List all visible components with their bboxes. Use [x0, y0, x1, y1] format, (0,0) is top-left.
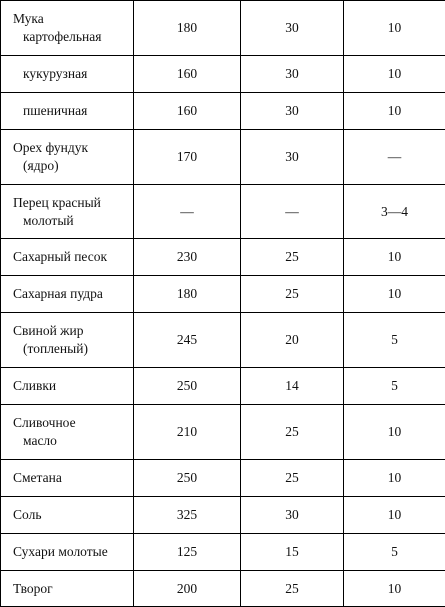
- product-name: кукурузная: [13, 65, 133, 83]
- product-name-cell: [1, 93, 134, 130]
- value-cell-1: 245: [134, 313, 241, 368]
- table-row: [1, 239, 445, 276]
- value-cell-2: 30: [241, 497, 344, 534]
- table-row: [1, 56, 445, 93]
- product-name: Свиной жир: [13, 322, 133, 340]
- value-cell-2: 25: [241, 239, 344, 276]
- product-name-cell: [1, 405, 134, 460]
- table-row: [1, 460, 445, 497]
- product-name-cell: [1, 1, 134, 56]
- table-row: [1, 1, 445, 56]
- product-name-cell: [1, 130, 134, 185]
- value-cell-3: 10: [344, 460, 445, 497]
- value-cell-3: 10: [344, 239, 445, 276]
- value-cell-1: 200: [134, 571, 241, 607]
- value-cell-1: 125: [134, 534, 241, 571]
- product-name-cell: [1, 534, 134, 571]
- value-cell-2: 20: [241, 313, 344, 368]
- product-name-continued: картофельная: [13, 28, 133, 46]
- value-cell-3: 10: [344, 93, 445, 130]
- value-cell-2: 25: [241, 460, 344, 497]
- product-name-cell: [1, 571, 134, 607]
- table-row: [1, 276, 445, 313]
- value-cell-1: 210: [134, 405, 241, 460]
- value-cell-1: 160: [134, 56, 241, 93]
- value-cell-3: 5: [344, 313, 445, 368]
- value-cell-2: 30: [241, 1, 344, 56]
- product-name: Мука: [13, 10, 133, 28]
- table-row: [1, 313, 445, 368]
- product-name-cell: [1, 368, 134, 405]
- product-name-cell: [1, 460, 134, 497]
- product-name: Творог: [13, 580, 133, 598]
- value-cell-2: 30: [241, 93, 344, 130]
- value-cell-1: 250: [134, 460, 241, 497]
- product-name-continued: молотый: [13, 212, 133, 230]
- product-name-continued: (топленый): [13, 340, 133, 358]
- value-cell-1: 180: [134, 1, 241, 56]
- value-cell-3: 10: [344, 276, 445, 313]
- value-cell-2: —: [241, 185, 344, 239]
- value-cell-1: 180: [134, 276, 241, 313]
- value-cell-3: 10: [344, 571, 445, 607]
- value-cell-2: 25: [241, 571, 344, 607]
- product-name: Сливочное: [13, 414, 133, 432]
- table-row: [1, 405, 445, 460]
- product-name: Сахарный песок: [13, 248, 133, 266]
- table-row: [1, 130, 445, 185]
- product-name-continued: масло: [13, 432, 133, 450]
- value-cell-2: 15: [241, 534, 344, 571]
- value-cell-2: 14: [241, 368, 344, 405]
- value-cell-3: 10: [344, 405, 445, 460]
- value-cell-1: 230: [134, 239, 241, 276]
- product-name-cell: [1, 497, 134, 534]
- value-cell-3: —: [344, 130, 445, 185]
- value-cell-3: 3—4: [344, 185, 445, 239]
- table-row: [1, 571, 445, 607]
- product-name: Орех фундук: [13, 139, 133, 157]
- product-name-cell: [1, 313, 134, 368]
- value-cell-2: 30: [241, 56, 344, 93]
- table-row: [1, 534, 445, 571]
- product-name: Сметана: [13, 469, 133, 487]
- value-cell-3: 5: [344, 368, 445, 405]
- product-name-cell: [1, 276, 134, 313]
- table-row: [1, 368, 445, 405]
- value-cell-1: 160: [134, 93, 241, 130]
- value-cell-1: 170: [134, 130, 241, 185]
- value-cell-2: 25: [241, 405, 344, 460]
- value-cell-3: 10: [344, 56, 445, 93]
- value-cell-1: 325: [134, 497, 241, 534]
- value-cell-3: 5: [344, 534, 445, 571]
- product-name: Сливки: [13, 377, 133, 395]
- product-name: пшеничная: [13, 102, 133, 120]
- value-cell-2: 25: [241, 276, 344, 313]
- table-row: [1, 93, 445, 130]
- product-name-cell: [1, 185, 134, 239]
- product-name-cell: [1, 239, 134, 276]
- product-name: Перец красный: [13, 194, 133, 212]
- value-cell-1: —: [134, 185, 241, 239]
- product-name-continued: (ядро): [13, 157, 133, 175]
- table-row: [1, 497, 445, 534]
- table-row: [1, 185, 445, 239]
- value-cell-2: 30: [241, 130, 344, 185]
- value-cell-1: 250: [134, 368, 241, 405]
- product-name: Сухари молотые: [13, 543, 133, 561]
- product-name: Соль: [13, 506, 133, 524]
- product-name: Сахарная пудра: [13, 285, 133, 303]
- value-cell-3: 10: [344, 1, 445, 56]
- product-name-cell: [1, 56, 134, 93]
- value-cell-3: 10: [344, 497, 445, 534]
